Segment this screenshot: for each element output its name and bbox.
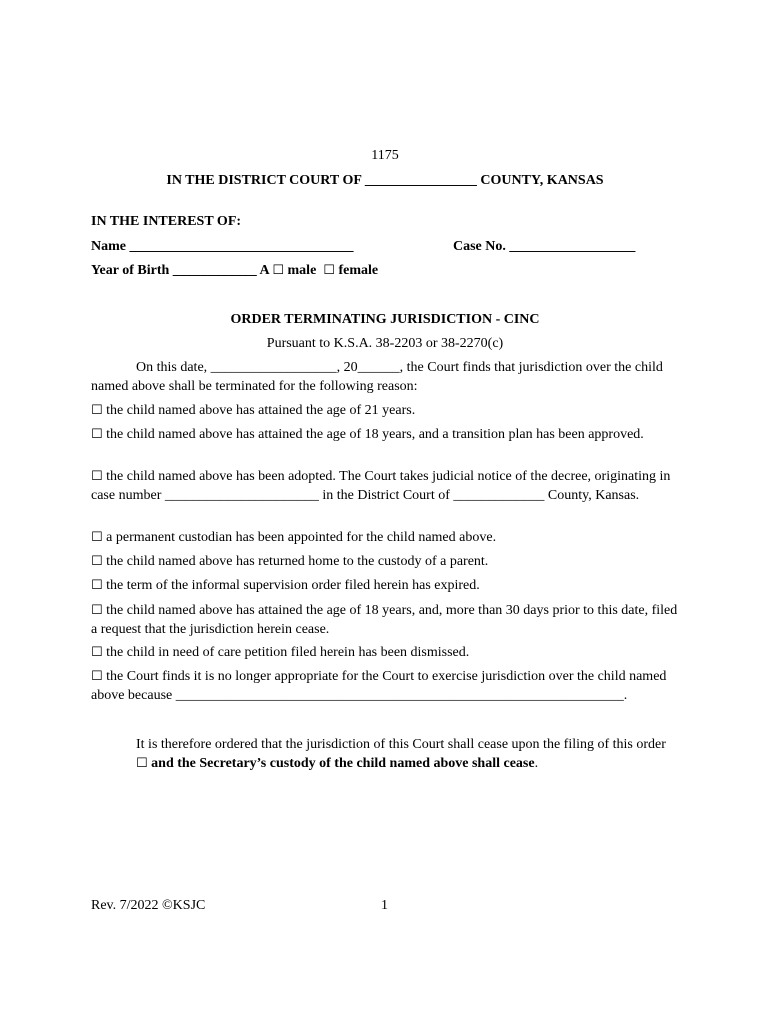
reason-text: a permanent custodian has been appointed for the child named above. bbox=[106, 530, 497, 545]
reason-text: the child in need of care petition filed herein has been dismissed. bbox=[106, 645, 470, 660]
female-checkbox[interactable]: ☐ bbox=[323, 263, 335, 278]
reason-request-cease bbox=[91, 602, 681, 639]
male-label: male bbox=[287, 263, 317, 278]
footer-revision: Rev. 7/2022 ©KSJC bbox=[91, 898, 206, 913]
female-label: female bbox=[338, 263, 379, 278]
reason-checkbox[interactable]: ☐ bbox=[91, 530, 103, 545]
order-text: It is therefore ordered that the jurisdiction of this Court shall cease upon the filing of this order bbox=[136, 737, 666, 752]
reason-checkbox[interactable]: ☐ bbox=[91, 554, 103, 569]
reason-text: the child named above has attained the age of 18 years, and a transition plan has been approved. bbox=[106, 427, 644, 442]
order-paragraph bbox=[91, 736, 681, 773]
male-checkbox[interactable]: ☐ bbox=[272, 263, 285, 278]
year-of-birth-label: Year of Birth ____________ A bbox=[91, 263, 273, 278]
reason-text: the child named above has attained the age of 18 years, and, more than 30 days prior to this date, filed a request that the jurisdiction herein cease. bbox=[91, 603, 678, 637]
reason-transition-plan bbox=[91, 426, 681, 445]
year-of-birth-line bbox=[91, 262, 378, 280]
reason-checkbox[interactable]: ☐ bbox=[91, 427, 103, 442]
child-name-field: Name ________________________________ bbox=[91, 239, 354, 254]
reason-checkbox[interactable]: ☐ bbox=[91, 403, 103, 418]
reason-checkbox[interactable]: ☐ bbox=[91, 469, 103, 484]
reason-age-21 bbox=[91, 402, 681, 421]
reason-text: the child named above has returned home to the custody of a parent. bbox=[106, 554, 489, 569]
secretary-custody-checkbox[interactable]: ☐ bbox=[136, 755, 148, 771]
reason-adopted bbox=[91, 468, 681, 505]
intro-paragraph: On this date, __________________, 20______, the Court finds that jurisdiction over the child named above shall be terminated for the following reason: bbox=[91, 360, 663, 394]
interest-heading: IN THE INTEREST OF: bbox=[91, 214, 242, 229]
footer-page-number: 1 bbox=[381, 898, 388, 913]
reason-text: the child named above has been adopted. The Court takes judicial notice of the decree, originating in case number ______________________ in the District Court of _____________ County, Kansas. bbox=[91, 469, 671, 503]
reason-no-longer-appropriate bbox=[91, 668, 686, 705]
reason-petition-dismissed bbox=[91, 644, 681, 663]
reason-checkbox[interactable]: ☐ bbox=[91, 578, 103, 593]
reason-text: the child named above has attained the age of 21 years. bbox=[106, 403, 416, 418]
reason-checkbox[interactable]: ☐ bbox=[91, 645, 103, 660]
court-heading: IN THE DISTRICT COURT OF ________________ COUNTY, KANSAS bbox=[166, 173, 604, 188]
reason-text: the term of the informal supervision order filed herein has expired. bbox=[106, 578, 480, 593]
order-title: ORDER TERMINATING JURISDICTION - CINC bbox=[230, 312, 540, 327]
reason-checkbox[interactable]: ☐ bbox=[91, 669, 103, 684]
reason-text: the Court finds it is no longer appropriate for the Court to exercise jurisdiction over the child named above because ________________________________________________________________. bbox=[91, 669, 667, 703]
reason-supervision-expired bbox=[91, 577, 681, 596]
reason-checkbox[interactable]: ☐ bbox=[91, 603, 103, 618]
order-end: . bbox=[534, 755, 539, 771]
order-bold-text: and the Secretary’s custody of the child named above shall cease bbox=[151, 755, 535, 771]
reason-returned-home bbox=[91, 553, 681, 572]
order-subtitle: Pursuant to K.S.A. 38-2203 or 38-2270(c) bbox=[266, 336, 504, 351]
form-number: 1175 bbox=[371, 148, 399, 163]
reason-permanent-custodian bbox=[91, 529, 681, 548]
case-number-field: Case No. __________________ bbox=[453, 239, 636, 254]
